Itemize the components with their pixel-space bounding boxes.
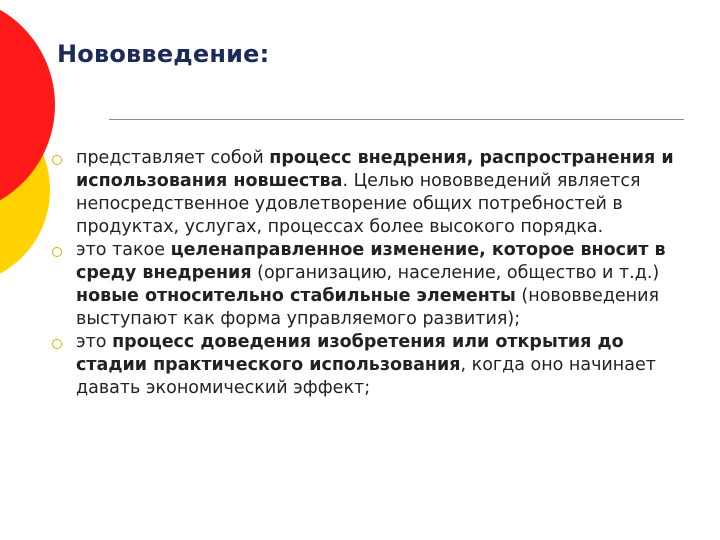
circle-bullet-icon [52,155,62,165]
bullet-bold-text: процесс доведения изобретения или открытия до стадии практического использования [76,332,624,375]
bullet-text: (нововведения выступают как форма управляемого развития); [76,286,660,329]
bullet-list [52,147,692,400]
bullet-item [52,147,692,239]
bullet-text: . Целью нововведений является непосредственное удовлетворение общих потребностей в продуктах, услугах, процессах более высокого порядка. [76,171,641,237]
circle-bullet-icon [52,247,62,257]
slide-title: Нововведение: [57,40,270,68]
bullet-item [52,239,692,331]
bullet-item [52,331,692,400]
bullet-bold-text: целенаправленное изменение, которое вносит в среду внедрения [76,240,666,283]
bullet-text: (организацию, население, общество и т.д.) [251,263,660,283]
bullet-text: это такое [76,240,171,260]
title-divider [109,119,684,120]
bullet-text: , когда оно начинает давать экономический эффект; [76,355,656,398]
bullet-bold-text: новые относительно стабильные элементы [76,286,516,306]
circle-bullet-icon [52,339,62,349]
bullet-text: это [76,332,113,352]
bullet-bold-text: процесс внедрения, распространения и использования новшества [76,148,674,191]
bullet-text: представляет собой [76,148,270,168]
